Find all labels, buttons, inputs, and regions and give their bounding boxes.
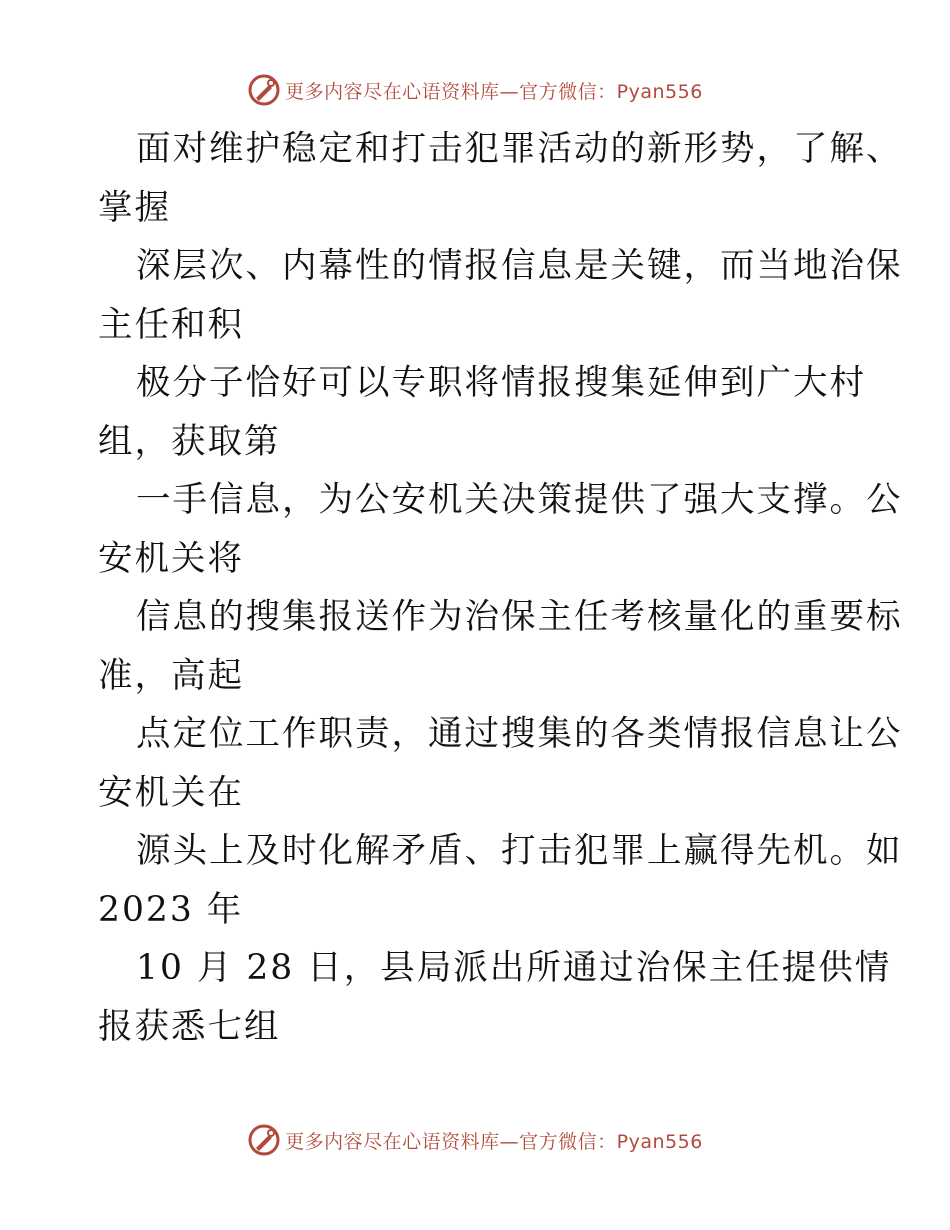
line: 安机关在 xyxy=(98,772,244,813)
line: 点定位工作职责，通过搜集的各类情报信息让公 xyxy=(136,714,903,754)
line: 报获悉七组 xyxy=(98,1006,281,1047)
line: 主任和积 xyxy=(98,304,244,345)
watermark-text: 更多内容尽在心语资料库—官方微信：Pyan556 xyxy=(285,80,703,103)
document-body xyxy=(98,120,903,1056)
paragraph xyxy=(98,588,903,705)
paragraph xyxy=(98,705,903,822)
paragraph xyxy=(98,822,903,939)
line: 信息的搜集报送作为治保主任考核量化的重要标 xyxy=(136,597,903,637)
pen-logo-icon xyxy=(247,1123,281,1157)
footer-watermark xyxy=(0,1120,950,1160)
line: 深层次、内幕性的情报信息是关键，而当地治保 xyxy=(136,246,903,286)
line: 安机关将 xyxy=(98,538,244,579)
paragraph xyxy=(98,471,903,588)
paragraph xyxy=(98,354,866,471)
header-watermark xyxy=(0,70,950,110)
line: 一手信息，为公安机关决策提供了强大支撑。公 xyxy=(136,480,903,520)
line: 组，获取第 xyxy=(98,421,281,462)
watermark-text: 更多内容尽在心语资料库—官方微信：Pyan556 xyxy=(285,1130,703,1153)
paragraph xyxy=(98,237,903,354)
line: 准，高起 xyxy=(98,655,244,696)
pen-logo-icon xyxy=(247,73,281,107)
line: 源头上及时化解矛盾、打击犯罪上赢得先机。如 xyxy=(136,831,903,871)
line: 极分子恰好可以专职将情报搜集延伸到广大村 xyxy=(136,363,866,403)
line: 掌握 xyxy=(98,187,171,228)
line: 2023 年 xyxy=(98,889,244,930)
paragraph xyxy=(98,120,903,237)
paragraph xyxy=(98,939,892,1056)
line: 面对维护稳定和打击犯罪活动的新形势，了解、 xyxy=(136,129,903,169)
line: 10 月 28 日，县局派出所通过治保主任提供情 xyxy=(136,948,892,988)
